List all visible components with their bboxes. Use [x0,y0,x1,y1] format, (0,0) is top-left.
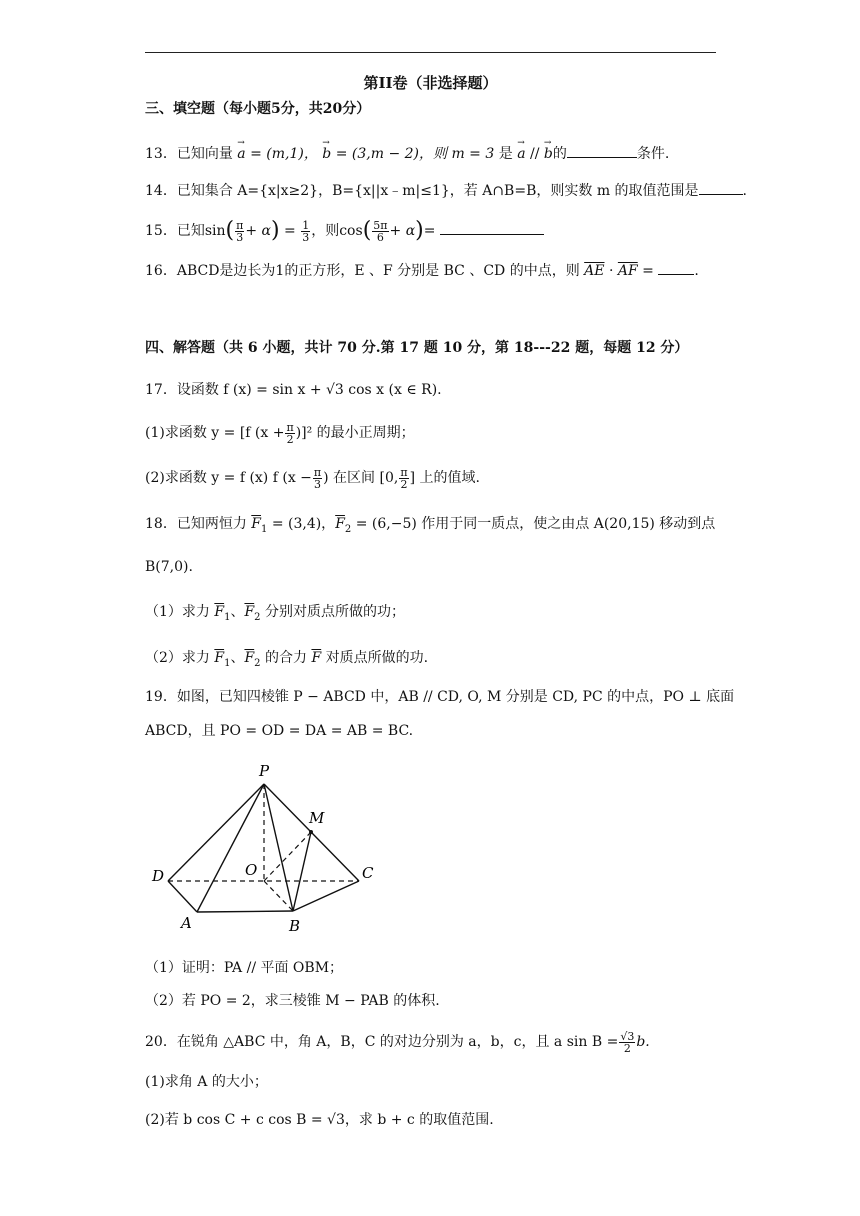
label-C: C [362,864,374,882]
pyramid-figure [150,760,380,940]
question-18-part2: （2）求力 $\overline{F}_1$、$\overline{F}_2$ 的合力 $\overline{F}$ 对质点所做的功. [145,650,429,669]
label-A: A [181,914,192,932]
label-O: O [245,861,258,879]
answer-blank-15[interactable] [440,220,544,235]
question-18-line1: 18．已知两恒力 $\overline{F}_1 = (3,4)$，$\overline{F}_2 = (6,-5)$ 作用于同一质点，使之由点 A(20,15) 移动到点 [145,516,716,535]
question-19-part2: （2）若 PO = 2，求三棱锥 M − PAB 的体积. [145,993,440,1009]
answer-blank-16[interactable] [658,260,694,275]
question-18-line2: B(7,0). [145,559,193,575]
part3-heading: 三、填空题（每小题5分，共20分） [145,101,371,117]
label-M: M [309,809,325,827]
question-19-line1: 19．如图，已知四棱锥 P − ABCD 中，AB // CD, O, M 分别是 CD, PC 的中点，PO ⊥ 底面 [145,689,735,705]
question-17-part1: (1)求函数 y = [f (x + $\frac{\pi}{2}$ )]² 的最小正周期； [145,420,415,446]
vector-b: → b [322,144,331,164]
question-13: 13．已知向量 → a = (m,1)， → b = (3,m − 2)，则 m = 3 是 → a // → b的 条件. [145,143,720,164]
part4-heading: 四、解答题（共 6 小题，共计 70 分.第 17 题 10 分，第 18---22 题，每题 12 分） [145,340,689,356]
fraction-1-3: $\frac{1}{3}$ [302,218,310,244]
answer-blank-14[interactable] [699,180,743,195]
question-20-part1: (1)求角 A 的大小； [145,1074,268,1090]
question-20-stem: 20．在锐角 △ABC 中，角 A，B，C 的对边分别为 a，b，c，且 a sin B = $\frac{√3}{2}$ b. [145,1029,650,1055]
section-title: 第II卷（非选择题） [363,74,498,92]
header-rule [145,52,716,53]
fraction-pi-3: $\frac{\pi}{3}$ [236,218,244,244]
question-17-part2: (2)求函数 y = f (x) f (x − $\frac{\pi}{3}$ ) 在区间 [0, $\frac{\pi}{2}$ ] 上的值域. [145,465,480,491]
question-19-part1: （1）证明：PA // 平面 OBM； [145,960,344,976]
question-18-part1: （1）求力 $\overline{F}_1$、$\overline{F}_2$ 分别对质点所做的功； [145,604,405,623]
question-20-part2: (2)若 b cos C + c cos B = √3，求 b + c 的取值范围. [145,1112,494,1128]
question-14: 14．已知集合 A={x|x≥2}，B={x||x﹣m|≤1}，若 A∩B=B，则实数 m 的取值范围是 . [145,180,720,201]
question-16: 16．ABCD是边长为1的正方形，E 、F 分别是 BC 、CD 的中点，则 $\overline{AE} \cdot \overline{AF}$ = . [145,260,720,281]
answer-blank-13[interactable] [567,143,637,158]
question-17-stem: 17．设函数 f (x) = sin x + √3 cos x (x ∈ R). [145,382,442,398]
label-D: D [152,867,165,885]
question-19-line2: ABCD，且 PO = OD = DA = AB = BC. [145,723,414,739]
label-B: B [289,917,301,935]
vector-a: → a [237,144,245,164]
label-P: P [259,762,270,780]
question-15: 15．已知sin( $\frac{\pi}{3}$ + α) = $\frac{1}{3}$ ，则cos( $\frac{5\pi}{6}$ + α)= [145,216,720,246]
fraction-5pi-6: $\frac{5\pi}{6}$ [373,218,388,244]
